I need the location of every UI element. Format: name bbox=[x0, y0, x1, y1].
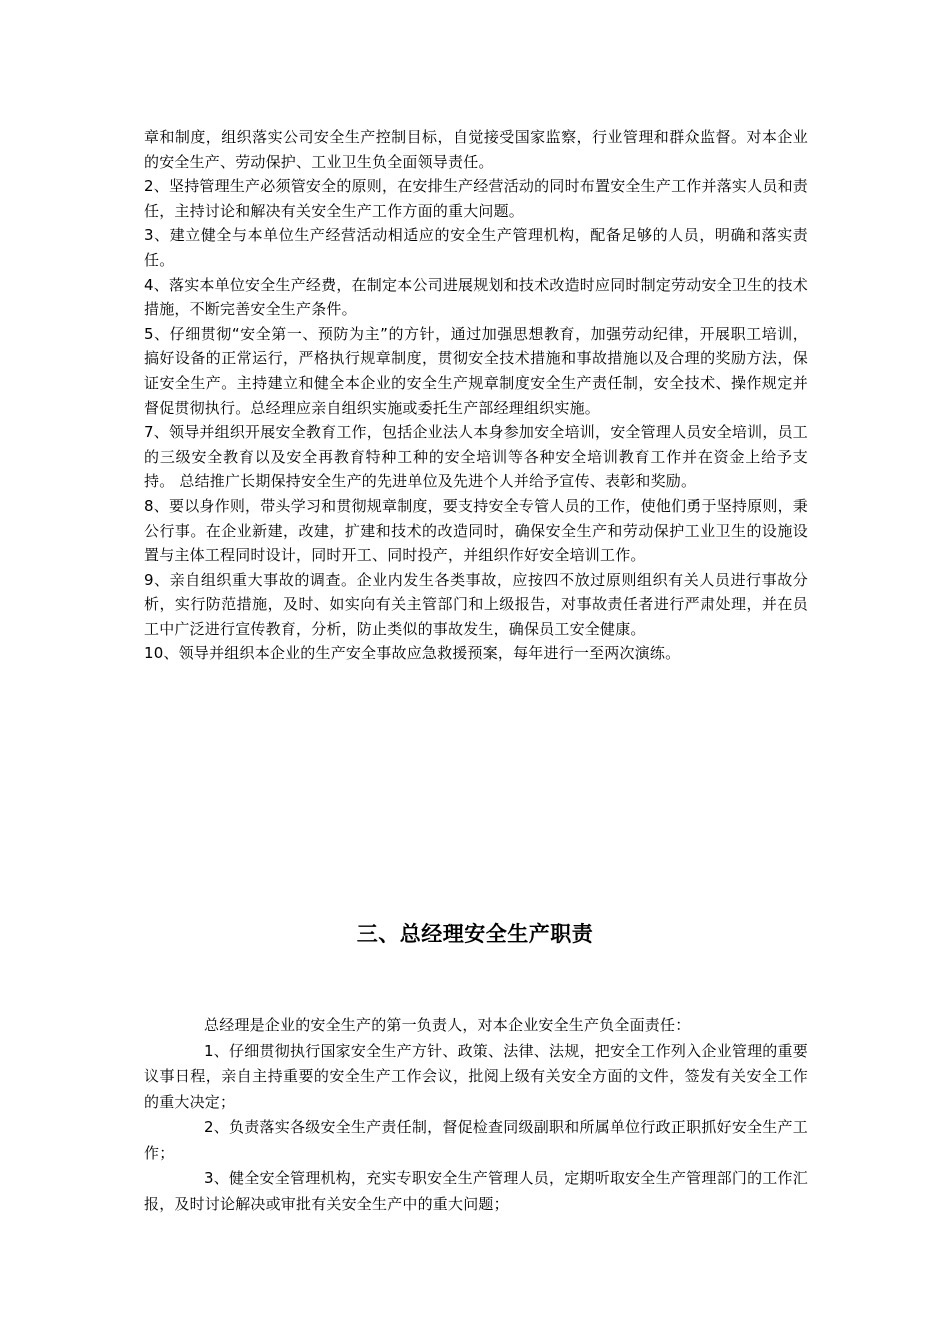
section-intro: 总经理是企业的安全生产的第一负责人，对本企业安全生产负全面责任： bbox=[204, 1016, 691, 1034]
paragraph-item-8: 8、要以身作则，带头学习和贯彻规章制度，要支持安全专管人员的工作，使他们勇于坚持原则，秉公行事。在企业新建，改建，扩建和技术的改造同时，确保安全生产和劳动保护工业卫生的设施设置与主体工程同时设计，同时开工、同时投产，并组织作好安全培训工作。 bbox=[144, 496, 808, 565]
paragraph-item-9: 9、亲自组织重大事故的调查。企业内发生各类事故，应按四不放过原则组织有关人员进行事故分析，实行防范措施，及时、如实向有关主管部门和上级报告，对事故责任者进行严肃处理，并在员工中广泛进行宣传教育，分析，防止类似的事故发生，确保员工安全健康。 bbox=[144, 570, 808, 638]
paragraph-item-2: 2、坚持管理生产必须管安全的原则，在安排生产经营活动的同时布置安全生产工作并落实人员和责任，主持讨论和解决有关安全生产工作方面的重大问题。 bbox=[144, 177, 808, 220]
paragraph-item-1: 1、仔细贯彻执行国家安全生产方针、政策、法律、法规，把安全工作列入企业管理的重要议事日程，亲自主持重要的安全生产工作会议，批阅上级有关安全方面的文件，签发有关安全工作的重大决定； bbox=[144, 1041, 808, 1111]
section-heading: 三、总经理安全生产职责 bbox=[356, 922, 594, 946]
paragraph-item-2-bottom: 2、负责落实各级安全生产责任制，督促检查同级副职和所属单位行政正职抓好安全生产工作； bbox=[144, 1118, 808, 1162]
paragraph-item-3-bottom: 3、健全安全管理机构，充实专职安全生产管理人员，定期听取安全生产管理部门的工作汇报，及时讨论解决或审批有关安全生产中的重大问题； bbox=[144, 1169, 808, 1213]
paragraph-item-3: 3、建立健全与本单位生产经营活动相适应的安全生产管理机构，配备足够的人员，明确和落实责任。 bbox=[144, 226, 808, 269]
responsibilities-list-bottom bbox=[144, 1013, 808, 1217]
paragraph-item-7: 7、领导并组织开展安全教育工作，包括企业法人本身参加安全培训，安全管理人员安全培训，员工的三级安全教育以及安全再教育特种工种的安全培训等各种安全培训教育工作并在资金上给予支持。 总结推广长期保持安全生产的先进单位及先进个人并给予宣传、表彰和奖励。 bbox=[144, 423, 808, 491]
paragraph-item-10: 10、领导并组织本企业的生产安全事故应急救援预案，每年进行一至两次演练。 bbox=[144, 644, 681, 663]
responsibilities-list-top bbox=[144, 125, 808, 666]
paragraph-continuation: 章和制度，组织落实公司安全生产控制目标，自觉接受国家监察，行业管理和群众监督。对本企业的安全生产、劳动保护、工业卫生负全面领导责任。 bbox=[144, 128, 808, 171]
paragraph-item-4: 4、落实本单位安全生产经费，在制定本公司进展规划和技术改造时应同时制定劳动安全卫生的技术措施，不断完善安全生产条件。 bbox=[144, 275, 808, 319]
paragraph-item-5: 5、仔细贯彻“安全第一、预防为主”的方针，通过加强思想教育，加强劳动纪律，开展职工培训，搞好设备的正常运行，严格执行规章制度，贯彻安全技术措施和事故措施以及合理的奖励方法，保证安全生产。主持建立和健全本企业的安全生产规章制度安全生产责任制，安全技术、操作规定并督促贯彻执行。总经理应亲自组织实施或委托生产部经理组织实施。 bbox=[144, 324, 808, 417]
